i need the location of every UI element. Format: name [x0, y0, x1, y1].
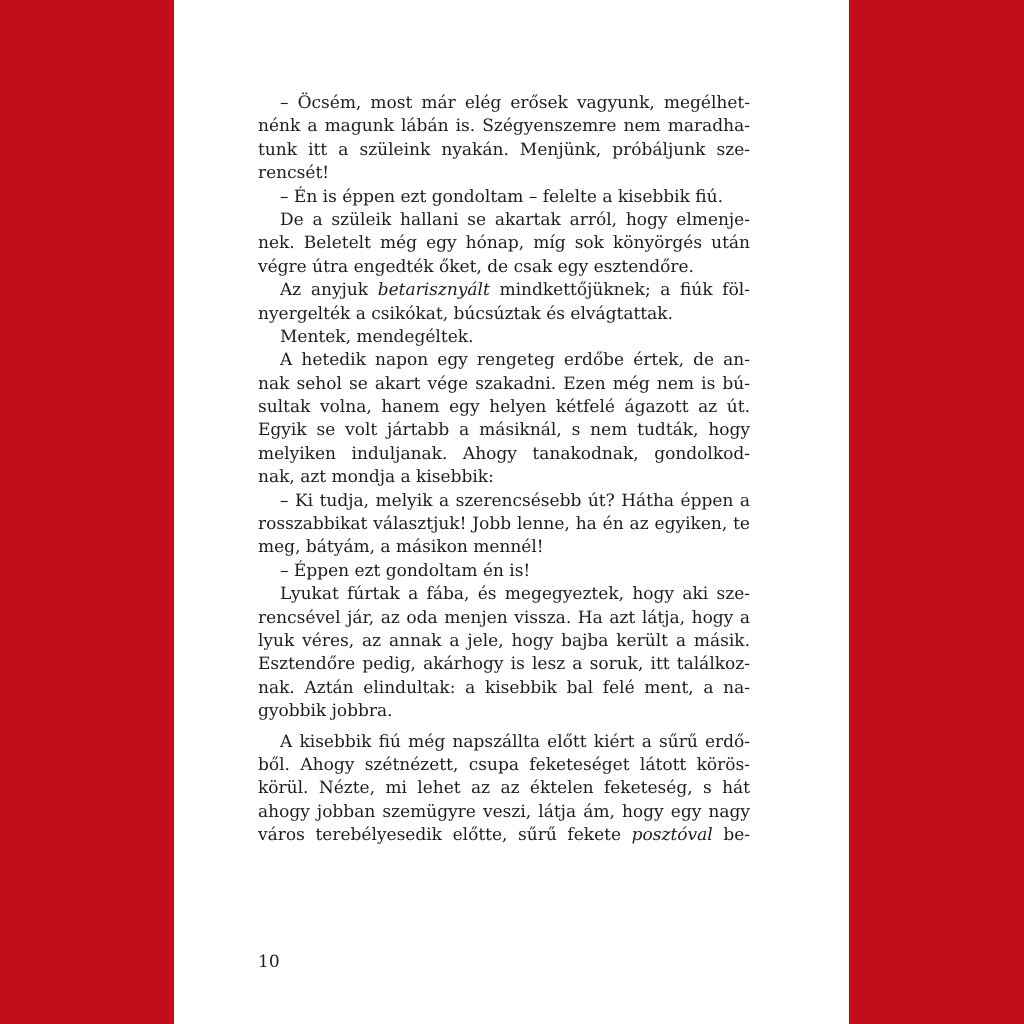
text-line: [258, 466, 750, 489]
text-line: [258, 583, 750, 606]
page-number: 10: [258, 952, 280, 972]
text-line: [258, 731, 750, 754]
text-line: [258, 115, 750, 138]
text-run: tunk itt a szüleink nyakán. Menjünk, próbáljunk sze-: [258, 139, 750, 160]
text-line: [258, 536, 750, 559]
text-line: [258, 653, 750, 676]
text-run: meg, bátyám, a másikon mennél!: [258, 537, 544, 558]
text-line: [258, 801, 750, 824]
text-line: [258, 396, 750, 419]
text-run: nak. Aztán elindultak: a kisebbik bal felé ment, a na-: [258, 677, 750, 698]
text-line: [258, 777, 750, 800]
text-line: [258, 326, 750, 349]
text-run: De a szüleik hallani se akartak arról, hogy elmenje-: [280, 209, 750, 230]
text-run: ből. Ahogy szétnézett, csupa feketeséget látott körös-: [258, 754, 750, 775]
text-run: ahogy jobban szemügyre veszi, látja ám, hogy egy nagy: [258, 801, 750, 822]
text-line: [258, 139, 750, 162]
text-run: város terebélyesedik előtte, sűrű fekete: [258, 825, 632, 846]
text-line: [258, 490, 750, 513]
text-run: Egyik se volt jártabb a másiknál, s nem tudták, hogy: [258, 420, 750, 441]
text-run: gyobbik jobbra.: [258, 701, 393, 722]
text-run: végre útra engedték őket, de csak egy esztendőre.: [258, 256, 694, 277]
text-run: nyergelték a csikókat, búcsúztak és elvágtattak.: [258, 303, 673, 324]
text-line: [258, 279, 750, 302]
text-line: [258, 513, 750, 536]
text-line: [258, 824, 750, 847]
text-run: melyiken induljanak. Ahogy tanakodnak, gondolkod-: [258, 443, 750, 464]
text-line: [258, 209, 750, 232]
text-run: Esztendőre pedig, akárhogy is lesz a soruk, itt találkoz-: [258, 654, 750, 675]
text-run: nénk a magunk lábán is. Szégyenszemre nem maradha-: [258, 116, 750, 137]
text-run: A kisebbik fiú még napszállta előtt kiért a sűrű erdő-: [280, 731, 750, 752]
text-run: mindkettőjüknek; a fiúk föl-: [489, 280, 750, 301]
text-line: [258, 677, 750, 700]
text-run: Lyukat fúrtak a fába, és megegyeztek, hogy aki sze-: [280, 584, 750, 605]
right-red-band: [849, 0, 1024, 1024]
text-run: sultak volna, hanem egy helyen kétfelé ágazott az út.: [258, 397, 750, 418]
left-red-band: [0, 0, 174, 1024]
text-run: – Öcsém, most már elég erősek vagyunk, megélhet-: [280, 93, 750, 113]
text-run: nak sehol se akart vége szakadni. Ezen még nem is bú-: [258, 373, 750, 394]
text-line: [258, 92, 750, 115]
text-line: [258, 303, 750, 326]
text-line: [258, 373, 750, 396]
body-text: [258, 92, 750, 848]
text-run: nek. Beletelt még egy hónap, míg sok könyörgés után: [258, 233, 750, 254]
text-line: [258, 700, 750, 723]
text-run: – Én is éppen ezt gondoltam – felelte a kisebbik fiú.: [280, 186, 723, 207]
text-run: be-: [712, 825, 751, 846]
text-line: [258, 256, 750, 279]
text-run: rencsét!: [258, 163, 330, 184]
text-run: – Éppen ezt gondoltam én is!: [280, 560, 531, 581]
text-line: [258, 419, 750, 442]
text-run: körül. Nézte, mi lehet az az éktelen feketeség, s hát: [258, 778, 750, 799]
text-line: [258, 186, 750, 209]
text-line: [258, 232, 750, 255]
text-run: Az anyjuk: [280, 280, 378, 301]
text-line: [258, 560, 750, 583]
italic-word: posztóval: [631, 825, 713, 846]
text-line: [258, 607, 750, 630]
text-run: rosszabbikat választjuk! Jobb lenne, ha én az egyiken, te: [258, 514, 750, 535]
text-run: Mentek, mendegéltek.: [280, 326, 474, 347]
text-run: A hetedik napon egy rengeteg erdőbe értek, de an-: [280, 350, 750, 371]
text-run: – Ki tudja, melyik a szerencsésebb út? Hátha éppen a: [280, 490, 750, 511]
text-run: lyuk véres, az annak a jele, hogy bajba került a másik.: [258, 630, 750, 651]
text-run: rencsével jár, az oda menjen vissza. Ha azt látja, hogy a: [258, 607, 750, 628]
italic-word: betarisznyált: [377, 280, 490, 301]
text-line: [258, 349, 750, 372]
text-line: [258, 443, 750, 466]
text-line: [258, 162, 750, 185]
text-line: [258, 754, 750, 777]
text-line: [258, 630, 750, 653]
text-run: nak, azt mondja a kisebbik:: [258, 467, 494, 488]
